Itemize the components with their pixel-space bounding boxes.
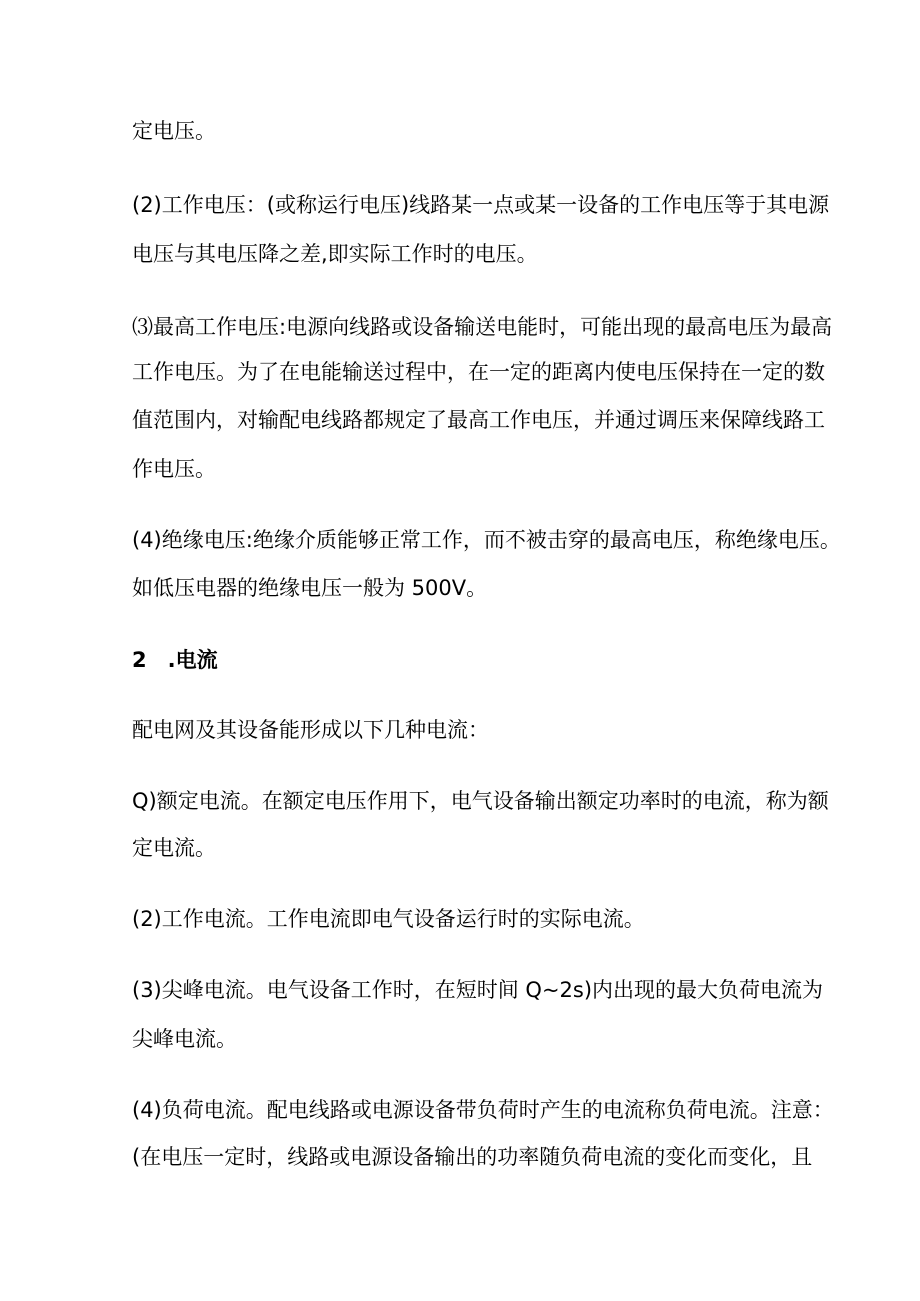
text-line: 尖峰电流。 (132, 1027, 237, 1051)
text-line: (在电压一定时，线路或电源设备输出的功率随负荷电流的变化而变化，且 (132, 1145, 813, 1169)
text-line: (4)负荷电流。配电线路或电源设备带负荷时产生的电流称负荷电流。注意： (132, 1098, 834, 1122)
text-line: 作电压。 (132, 457, 216, 481)
text-line: 定电流。 (132, 836, 216, 860)
text-line: (2)工作电流。工作电流即电气设备运行时的实际电流。 (132, 907, 645, 931)
text-line: 定电压。 (132, 119, 216, 143)
text-line: 电压与其电压降之差,即实际工作时的电压。 (132, 242, 538, 266)
text-line: 如低压电器的绝缘电压一般为 500V。 (132, 576, 488, 600)
text-line: 工作电压。为了在电能输送过程中，在一定的距离内使电压保持在一定的数 (132, 360, 825, 384)
section-heading: 2 .电流 (132, 648, 218, 672)
text-line: (3)尖峰电流。电气设备工作时，在短时间 Q~2s)内出现的最大负荷电流为 (132, 978, 824, 1002)
text-line: Q)额定电流。在额定电压作用下，电气设备输出额定功率时的电流，称为额 (132, 789, 829, 813)
text-line: (4)绝缘电压:绝缘介质能够正常工作，而不被击穿的最高电压，称绝缘电压。 (132, 528, 841, 552)
text-line: (2)工作电压：(或称运行电压)线路某一点或某一设备的工作电压等于其电源 (132, 193, 830, 217)
text-line: ⑶最高工作电压:电源向线路或设备输送电能时，可能出现的最高电压为最高 (132, 315, 833, 339)
text-line: 配电网及其设备能形成以下几种电流： (132, 718, 489, 742)
text-line: 值范围内，对输配电线路都规定了最高工作电压，并通过调压来保障线路工 (132, 408, 825, 432)
